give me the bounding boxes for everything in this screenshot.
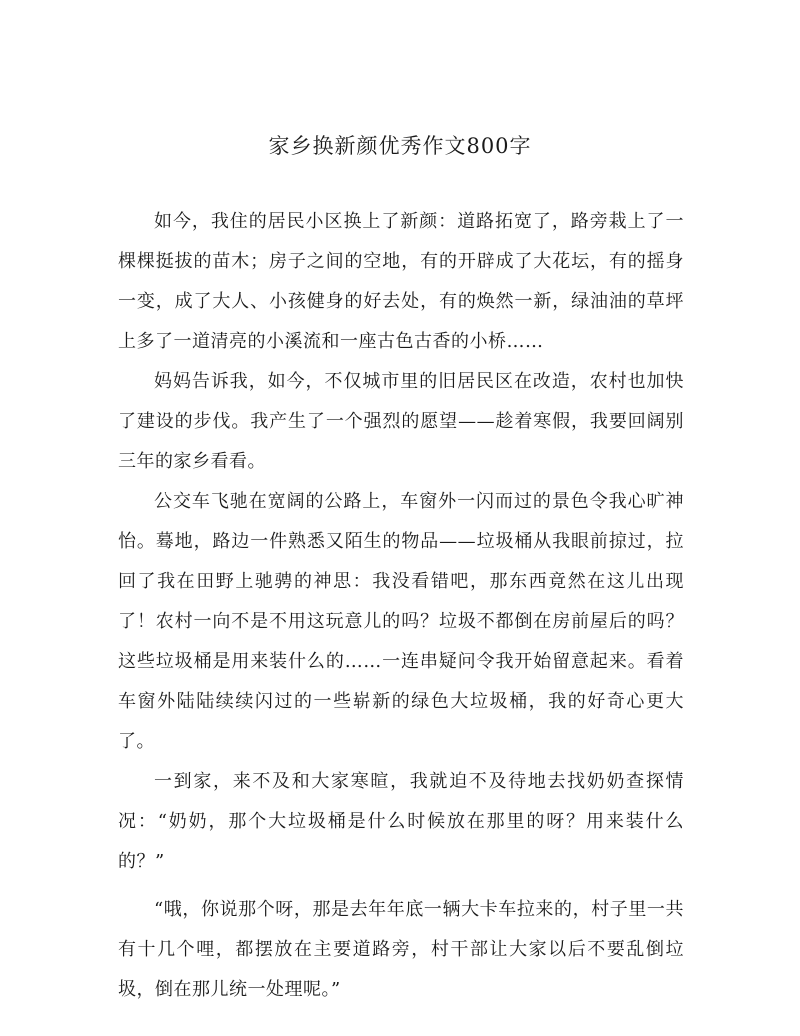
paragraph-2: 妈妈告诉我，如今，不仅城市里的旧居民区在改造，农村也加快了建设的步伐。我产生了一个强烈的愿望——趁着寒假，我要回阔别三年的家乡看看。	[118, 371, 684, 472]
document-title: 家乡换新颜优秀作文800字	[268, 134, 532, 158]
paragraph-3: 公交车飞驰在宽阔的公路上，车窗外一闪而过的景色令我心旷神怡。蓦地，路边一件熟悉又陌生的物品——垃圾桶从我眼前掠过，拉回了我在田野上驰骋的神思：我没看错吧，那东西竟然在这儿出现了！农村一向不是不用这玩意儿的吗？垃圾不都倒在房前屋后的吗？这些垃圾桶是用来装什么的……一连串疑问令我开始留意起来。看着车窗外陆陆续续闪过的一些崭新的绿色大垃圾桶，我的好奇心更大了。	[118, 491, 684, 752]
paragraph-4: 一到家，来不及和大家寒暄，我就迫不及待地去找奶奶查探情况：“奶奶，那个大垃圾桶是什么时候放在那里的呀？用来装什么的？”	[118, 771, 684, 872]
document-body	[118, 202, 684, 1010]
paragraph-1: 如今，我住的居民小区换上了新颜：道路拓宽了，路旁栽上了一棵棵挺拔的苗木；房子之间的空地，有的开辟成了大花坛，有的摇身一变，成了大人、小孩健身的好去处，有的焕然一新，绿油油的草坪上多了一道清亮的小溪流和一座古色古香的小桥……	[118, 211, 684, 352]
paragraph-5: “哦，你说那个呀，那是去年年底一辆大卡车拉来的，村子里一共有十几个哩，都摆放在主要道路旁，村干部让大家以后不要乱倒垃圾，倒在那儿统一处理呢。”	[118, 899, 684, 1000]
